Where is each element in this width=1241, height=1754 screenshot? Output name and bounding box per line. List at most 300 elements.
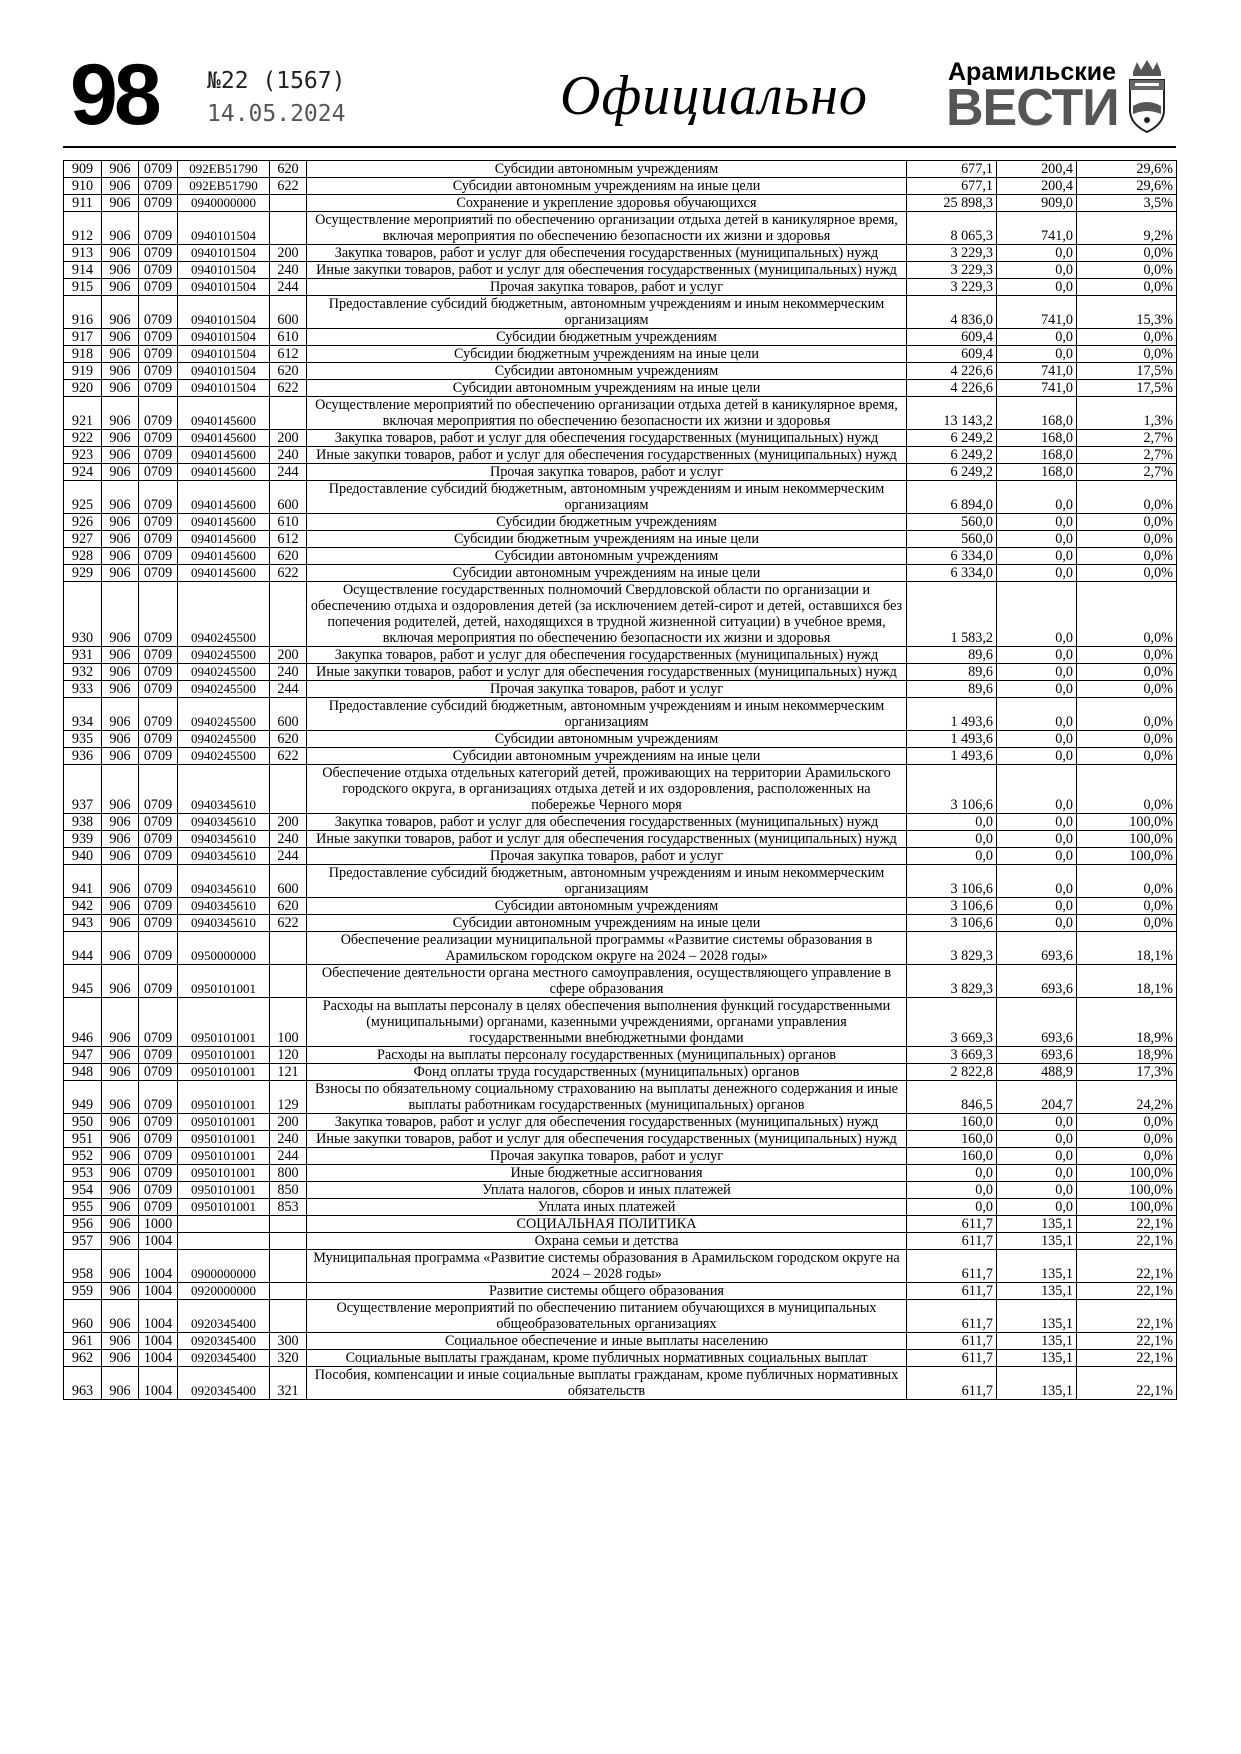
section-code: 0709 — [139, 698, 178, 731]
executed-amount: 168,0 — [997, 464, 1077, 481]
table-row — [64, 1350, 1177, 1367]
budget-table-body — [64, 161, 1177, 1400]
target-article-code: 0950101001 — [178, 1131, 270, 1148]
coat-of-arms-icon — [1127, 58, 1167, 134]
expense-type-code — [270, 195, 307, 212]
table-row — [64, 514, 1177, 531]
row-description: Закупка товаров, работ и услуг для обеспечения государственных (муниципальных) нужд — [307, 430, 907, 447]
department-code: 906 — [102, 1233, 139, 1250]
section-code: 0709 — [139, 1081, 178, 1114]
table-row — [64, 346, 1177, 363]
expense-type-code — [270, 1233, 307, 1250]
table-row — [64, 1131, 1177, 1148]
expense-type-code: 800 — [270, 1165, 307, 1182]
department-code: 906 — [102, 1047, 139, 1064]
table-row — [64, 582, 1177, 647]
planned-amount: 6 894,0 — [907, 481, 997, 514]
table-row — [64, 329, 1177, 346]
executed-amount: 0,0 — [997, 915, 1077, 932]
row-description: Расходы на выплаты персоналу государственных (муниципальных) органов — [307, 1047, 907, 1064]
row-number: 928 — [64, 548, 102, 565]
execution-percent: 0,0% — [1077, 664, 1177, 681]
row-description: Закупка товаров, работ и услуг для обеспечения государственных (муниципальных) нужд — [307, 245, 907, 262]
row-description: Иные закупки товаров, работ и услуг для обеспечения государственных (муниципальных) нужд — [307, 1131, 907, 1148]
target-article-code: 0940345610 — [178, 898, 270, 915]
table-row — [64, 245, 1177, 262]
table-row — [64, 1199, 1177, 1216]
expense-type-code: 129 — [270, 1081, 307, 1114]
expense-type-code — [270, 1216, 307, 1233]
section-code: 0709 — [139, 965, 178, 998]
executed-amount: 0,0 — [997, 279, 1077, 296]
row-description: Прочая закупка товаров, работ и услуг — [307, 681, 907, 698]
section-code: 0709 — [139, 865, 178, 898]
section-code: 0709 — [139, 848, 178, 865]
target-article-code: 0950101001 — [178, 965, 270, 998]
executed-amount: 204,7 — [997, 1081, 1077, 1114]
planned-amount: 4 226,6 — [907, 363, 997, 380]
expense-type-code — [270, 1283, 307, 1300]
row-description: Закупка товаров, работ и услуг для обеспечения государственных (муниципальных) нужд — [307, 814, 907, 831]
row-description: Осуществление мероприятий по обеспечению питанием обучающихся в муниципальных общеобразовательных организациях — [307, 1300, 907, 1333]
row-description: Субсидии автономным учреждениям на иные цели — [307, 178, 907, 195]
target-article-code: 0950101001 — [178, 1081, 270, 1114]
execution-percent: 0,0% — [1077, 748, 1177, 765]
expense-type-code: 600 — [270, 865, 307, 898]
table-row — [64, 765, 1177, 814]
section-code: 0709 — [139, 464, 178, 481]
expense-type-code: 612 — [270, 346, 307, 363]
row-description: Уплата налогов, сборов и иных платежей — [307, 1182, 907, 1199]
executed-amount: 135,1 — [997, 1283, 1077, 1300]
row-number: 933 — [64, 681, 102, 698]
row-number: 952 — [64, 1148, 102, 1165]
section-code: 0709 — [139, 380, 178, 397]
execution-percent: 22,1% — [1077, 1333, 1177, 1350]
executed-amount: 0,0 — [997, 1165, 1077, 1182]
executed-amount: 0,0 — [997, 681, 1077, 698]
department-code: 906 — [102, 865, 139, 898]
section-code: 1000 — [139, 1216, 178, 1233]
row-number: 910 — [64, 178, 102, 195]
planned-amount: 6 249,2 — [907, 430, 997, 447]
target-article-code: 0950101001 — [178, 1148, 270, 1165]
section-code: 0709 — [139, 363, 178, 380]
section-code: 0709 — [139, 814, 178, 831]
target-article-code: 0940245500 — [178, 698, 270, 731]
row-description: Обеспечение деятельности органа местного самоуправления, осуществляющего управление в сфере образования — [307, 965, 907, 998]
department-code: 906 — [102, 1064, 139, 1081]
execution-percent: 0,0% — [1077, 1148, 1177, 1165]
section-code: 1004 — [139, 1367, 178, 1400]
department-code: 906 — [102, 932, 139, 965]
execution-percent: 0,0% — [1077, 279, 1177, 296]
row-description: Фонд оплаты труда государственных (муниципальных) органов — [307, 1064, 907, 1081]
target-article-code — [178, 1216, 270, 1233]
target-article-code: 0950101001 — [178, 1199, 270, 1216]
execution-percent: 22,1% — [1077, 1283, 1177, 1300]
table-row — [64, 664, 1177, 681]
executed-amount: 0,0 — [997, 748, 1077, 765]
planned-amount: 611,7 — [907, 1283, 997, 1300]
execution-percent: 0,0% — [1077, 865, 1177, 898]
department-code: 906 — [102, 681, 139, 698]
section-code: 0709 — [139, 161, 178, 178]
planned-amount: 3 106,6 — [907, 915, 997, 932]
row-number: 942 — [64, 898, 102, 915]
row-description: Взносы по обязательному социальному страхованию на выплаты денежного содержания и иные выплаты работникам государственных (муниципальных) органов — [307, 1081, 907, 1114]
department-code: 906 — [102, 647, 139, 664]
target-article-code: 0940245500 — [178, 748, 270, 765]
row-description: Предоставление субсидий бюджетным, автономным учреждениям и иным некоммерческим организациям — [307, 296, 907, 329]
table-row — [64, 1148, 1177, 1165]
planned-amount: 4 226,6 — [907, 380, 997, 397]
row-description: Иные закупки товаров, работ и услуг для обеспечения государственных (муниципальных) нужд — [307, 664, 907, 681]
target-article-code: 0940145600 — [178, 531, 270, 548]
department-code: 906 — [102, 1283, 139, 1300]
row-number: 941 — [64, 865, 102, 898]
planned-amount: 560,0 — [907, 531, 997, 548]
department-code: 906 — [102, 329, 139, 346]
department-code: 906 — [102, 1250, 139, 1283]
planned-amount: 3 229,3 — [907, 279, 997, 296]
row-description: Субсидии бюджетным учреждениям — [307, 514, 907, 531]
planned-amount: 560,0 — [907, 514, 997, 531]
row-description: Субсидии автономным учреждениям на иные цели — [307, 748, 907, 765]
row-description: Закупка товаров, работ и услуг для обеспечения государственных (муниципальных) нужд — [307, 1114, 907, 1131]
section-title: Официально — [560, 65, 868, 127]
executed-amount: 488,9 — [997, 1064, 1077, 1081]
row-description: Прочая закупка товаров, работ и услуг — [307, 279, 907, 296]
department-code: 906 — [102, 195, 139, 212]
row-number: 926 — [64, 514, 102, 531]
target-article-code: 0940101504 — [178, 262, 270, 279]
execution-percent: 0,0% — [1077, 647, 1177, 664]
target-article-code: 0920345400 — [178, 1333, 270, 1350]
section-code: 0709 — [139, 915, 178, 932]
target-article-code: 0940101504 — [178, 245, 270, 262]
expense-type-code: 600 — [270, 296, 307, 329]
execution-percent: 0,0% — [1077, 565, 1177, 582]
header-rule — [63, 146, 1176, 148]
planned-amount: 846,5 — [907, 1081, 997, 1114]
target-article-code: 092EB51790 — [178, 178, 270, 195]
executed-amount: 168,0 — [997, 397, 1077, 430]
table-row — [64, 1081, 1177, 1114]
table-row — [64, 932, 1177, 965]
executed-amount: 741,0 — [997, 380, 1077, 397]
table-row — [64, 1233, 1177, 1250]
row-number: 943 — [64, 915, 102, 932]
section-code: 0709 — [139, 514, 178, 531]
department-code: 906 — [102, 1300, 139, 1333]
section-code: 0709 — [139, 548, 178, 565]
target-article-code: 0940345610 — [178, 831, 270, 848]
planned-amount: 6 249,2 — [907, 447, 997, 464]
table-row — [64, 748, 1177, 765]
row-description: Осуществление мероприятий по обеспечению организации отдыха детей в каникулярное время, включая мероприятия по обеспечению безопасности их жизни и здоровья — [307, 397, 907, 430]
planned-amount: 0,0 — [907, 1182, 997, 1199]
section-code: 0709 — [139, 279, 178, 296]
table-row — [64, 1300, 1177, 1333]
section-code: 0709 — [139, 329, 178, 346]
execution-percent: 18,9% — [1077, 998, 1177, 1047]
target-article-code: 0940145600 — [178, 430, 270, 447]
row-number: 921 — [64, 397, 102, 430]
execution-percent: 22,1% — [1077, 1367, 1177, 1400]
section-code: 0709 — [139, 296, 178, 329]
department-code: 906 — [102, 1199, 139, 1216]
section-code: 0709 — [139, 531, 178, 548]
expense-type-code: 240 — [270, 1131, 307, 1148]
department-code: 906 — [102, 998, 139, 1047]
department-code: 906 — [102, 548, 139, 565]
planned-amount: 0,0 — [907, 848, 997, 865]
department-code: 906 — [102, 1367, 139, 1400]
planned-amount: 3 106,6 — [907, 765, 997, 814]
execution-percent: 2,7% — [1077, 430, 1177, 447]
table-row — [64, 1250, 1177, 1283]
row-number: 946 — [64, 998, 102, 1047]
row-number: 938 — [64, 814, 102, 831]
page-number: 98 — [70, 47, 158, 143]
target-article-code: 0940145600 — [178, 548, 270, 565]
expense-type-code — [270, 932, 307, 965]
expense-type-code — [270, 765, 307, 814]
target-article-code: 0940345610 — [178, 848, 270, 865]
table-row — [64, 481, 1177, 514]
planned-amount: 6 334,0 — [907, 548, 997, 565]
planned-amount: 3 106,6 — [907, 865, 997, 898]
department-code: 906 — [102, 831, 139, 848]
section-code: 0709 — [139, 898, 178, 915]
table-row — [64, 195, 1177, 212]
department-code: 906 — [102, 447, 139, 464]
executed-amount: 200,4 — [997, 161, 1077, 178]
table-row — [64, 965, 1177, 998]
executed-amount: 0,0 — [997, 865, 1077, 898]
target-article-code: 0920345400 — [178, 1350, 270, 1367]
row-number: 916 — [64, 296, 102, 329]
expense-type-code: 850 — [270, 1182, 307, 1199]
executed-amount: 693,6 — [997, 998, 1077, 1047]
planned-amount: 3 669,3 — [907, 1047, 997, 1064]
expense-type-code: 244 — [270, 681, 307, 698]
row-number: 955 — [64, 1199, 102, 1216]
row-description: Обеспечение реализации муниципальной программы «Развитие системы образования в Арамильском городском округе на 2024 – 2028 годы» — [307, 932, 907, 965]
row-number: 957 — [64, 1233, 102, 1250]
executed-amount: 0,0 — [997, 1148, 1077, 1165]
execution-percent: 29,6% — [1077, 178, 1177, 195]
department-code: 906 — [102, 748, 139, 765]
section-code: 0709 — [139, 647, 178, 664]
section-code: 0709 — [139, 731, 178, 748]
section-code: 0709 — [139, 664, 178, 681]
expense-type-code: 240 — [270, 447, 307, 464]
executed-amount: 693,6 — [997, 1047, 1077, 1064]
row-description: Субсидии автономным учреждениям — [307, 731, 907, 748]
execution-percent: 22,1% — [1077, 1350, 1177, 1367]
expense-type-code: 620 — [270, 363, 307, 380]
planned-amount: 25 898,3 — [907, 195, 997, 212]
expense-type-code: 620 — [270, 161, 307, 178]
execution-percent: 2,7% — [1077, 464, 1177, 481]
planned-amount: 3 229,3 — [907, 245, 997, 262]
section-code: 0709 — [139, 262, 178, 279]
expense-type-code: 200 — [270, 647, 307, 664]
row-description: СОЦИАЛЬНАЯ ПОЛИТИКА — [307, 1216, 907, 1233]
row-description: Предоставление субсидий бюджетным, автономным учреждениям и иным некоммерческим организациям — [307, 698, 907, 731]
target-article-code: 0940345610 — [178, 814, 270, 831]
section-code: 0709 — [139, 831, 178, 848]
row-number: 920 — [64, 380, 102, 397]
execution-percent: 0,0% — [1077, 1114, 1177, 1131]
section-code: 0709 — [139, 748, 178, 765]
row-number: 911 — [64, 195, 102, 212]
department-code: 906 — [102, 296, 139, 329]
row-number: 948 — [64, 1064, 102, 1081]
expense-type-code: 622 — [270, 380, 307, 397]
target-article-code: 0940245500 — [178, 582, 270, 647]
department-code: 906 — [102, 965, 139, 998]
row-number: 915 — [64, 279, 102, 296]
department-code: 906 — [102, 1333, 139, 1350]
row-number: 961 — [64, 1333, 102, 1350]
expense-type-code — [270, 1250, 307, 1283]
expense-type-code: 244 — [270, 1148, 307, 1165]
expense-type-code — [270, 1300, 307, 1333]
row-number: 931 — [64, 647, 102, 664]
department-code: 906 — [102, 698, 139, 731]
planned-amount: 1 493,6 — [907, 731, 997, 748]
row-number: 959 — [64, 1283, 102, 1300]
expense-type-code: 240 — [270, 262, 307, 279]
expense-type-code: 600 — [270, 481, 307, 514]
department-code: 906 — [102, 848, 139, 865]
target-article-code: 0950101001 — [178, 1165, 270, 1182]
execution-percent: 100,0% — [1077, 831, 1177, 848]
row-number: 950 — [64, 1114, 102, 1131]
executed-amount: 0,0 — [997, 582, 1077, 647]
section-code: 0709 — [139, 397, 178, 430]
target-article-code: 0940101504 — [178, 380, 270, 397]
execution-percent: 0,0% — [1077, 898, 1177, 915]
target-article-code: 0940101504 — [178, 363, 270, 380]
target-article-code: 0940345610 — [178, 915, 270, 932]
table-row — [64, 647, 1177, 664]
expense-type-code: 121 — [270, 1064, 307, 1081]
planned-amount: 0,0 — [907, 831, 997, 848]
target-article-code: 0920345400 — [178, 1300, 270, 1333]
execution-percent: 100,0% — [1077, 814, 1177, 831]
row-number: 937 — [64, 765, 102, 814]
target-article-code: 0900000000 — [178, 1250, 270, 1283]
row-number: 963 — [64, 1367, 102, 1400]
execution-percent: 1,3% — [1077, 397, 1177, 430]
table-row — [64, 161, 1177, 178]
target-article-code: 0940101504 — [178, 279, 270, 296]
table-row — [64, 1114, 1177, 1131]
target-article-code: 0950101001 — [178, 1064, 270, 1081]
row-description: Расходы на выплаты персоналу в целях обеспечения выполнения функций государственными (муниципальными) органами, казенными учреждениями, органами управления государственными внебюджетными фондами — [307, 998, 907, 1047]
target-article-code: 0940145600 — [178, 565, 270, 582]
target-article-code: 0940245500 — [178, 647, 270, 664]
execution-percent: 15,3% — [1077, 296, 1177, 329]
department-code: 906 — [102, 565, 139, 582]
budget-table — [63, 160, 1177, 1400]
expense-type-code — [270, 582, 307, 647]
department-code: 906 — [102, 814, 139, 831]
section-code: 0709 — [139, 1199, 178, 1216]
table-row — [64, 380, 1177, 397]
section-code: 1004 — [139, 1250, 178, 1283]
row-description: Предоставление субсидий бюджетным, автономным учреждениям и иным некоммерческим организациям — [307, 481, 907, 514]
section-code: 0709 — [139, 1182, 178, 1199]
expense-type-code — [270, 397, 307, 430]
planned-amount: 677,1 — [907, 178, 997, 195]
department-code: 906 — [102, 1148, 139, 1165]
row-number: 944 — [64, 932, 102, 965]
execution-percent: 100,0% — [1077, 1182, 1177, 1199]
executed-amount: 0,0 — [997, 664, 1077, 681]
brand-name-top: Арамильские — [948, 58, 1117, 86]
table-row — [64, 731, 1177, 748]
target-article-code: 0950101001 — [178, 1114, 270, 1131]
target-article-code: 0940345610 — [178, 865, 270, 898]
expense-type-code: 610 — [270, 514, 307, 531]
row-description: Субсидии автономным учреждениям на иные цели — [307, 380, 907, 397]
expense-type-code: 612 — [270, 531, 307, 548]
expense-type-code: 200 — [270, 430, 307, 447]
section-code: 0709 — [139, 1064, 178, 1081]
planned-amount: 6 249,2 — [907, 464, 997, 481]
section-code: 0709 — [139, 481, 178, 514]
executed-amount: 0,0 — [997, 831, 1077, 848]
department-code: 906 — [102, 397, 139, 430]
executed-amount: 909,0 — [997, 195, 1077, 212]
target-article-code: 0940245500 — [178, 664, 270, 681]
target-article-code: 0940145600 — [178, 464, 270, 481]
execution-percent: 0,0% — [1077, 514, 1177, 531]
table-row — [64, 1182, 1177, 1199]
execution-percent: 0,0% — [1077, 765, 1177, 814]
executed-amount: 0,0 — [997, 814, 1077, 831]
row-number: 960 — [64, 1300, 102, 1333]
row-number: 929 — [64, 565, 102, 582]
target-article-code — [178, 1233, 270, 1250]
row-number: 932 — [64, 664, 102, 681]
execution-percent: 0,0% — [1077, 346, 1177, 363]
execution-percent: 17,5% — [1077, 363, 1177, 380]
executed-amount: 135,1 — [997, 1250, 1077, 1283]
executed-amount: 0,0 — [997, 848, 1077, 865]
row-number: 917 — [64, 329, 102, 346]
row-number: 930 — [64, 582, 102, 647]
expense-type-code — [270, 965, 307, 998]
section-code: 0709 — [139, 932, 178, 965]
row-description: Иные закупки товаров, работ и услуг для обеспечения государственных (муниципальных) нужд — [307, 831, 907, 848]
expense-type-code: 200 — [270, 245, 307, 262]
planned-amount: 1 493,6 — [907, 698, 997, 731]
table-row — [64, 898, 1177, 915]
execution-percent: 0,0% — [1077, 329, 1177, 346]
executed-amount: 200,4 — [997, 178, 1077, 195]
expense-type-code: 240 — [270, 664, 307, 681]
row-description: Обеспечение отдыха отдельных категорий детей, проживающих на территории Арамильского городского округа, в организациях отдыха детей и их оздоровления, расположенных на побережье Черного моря — [307, 765, 907, 814]
executed-amount: 0,0 — [997, 531, 1077, 548]
department-code: 906 — [102, 765, 139, 814]
target-article-code: 0920000000 — [178, 1283, 270, 1300]
